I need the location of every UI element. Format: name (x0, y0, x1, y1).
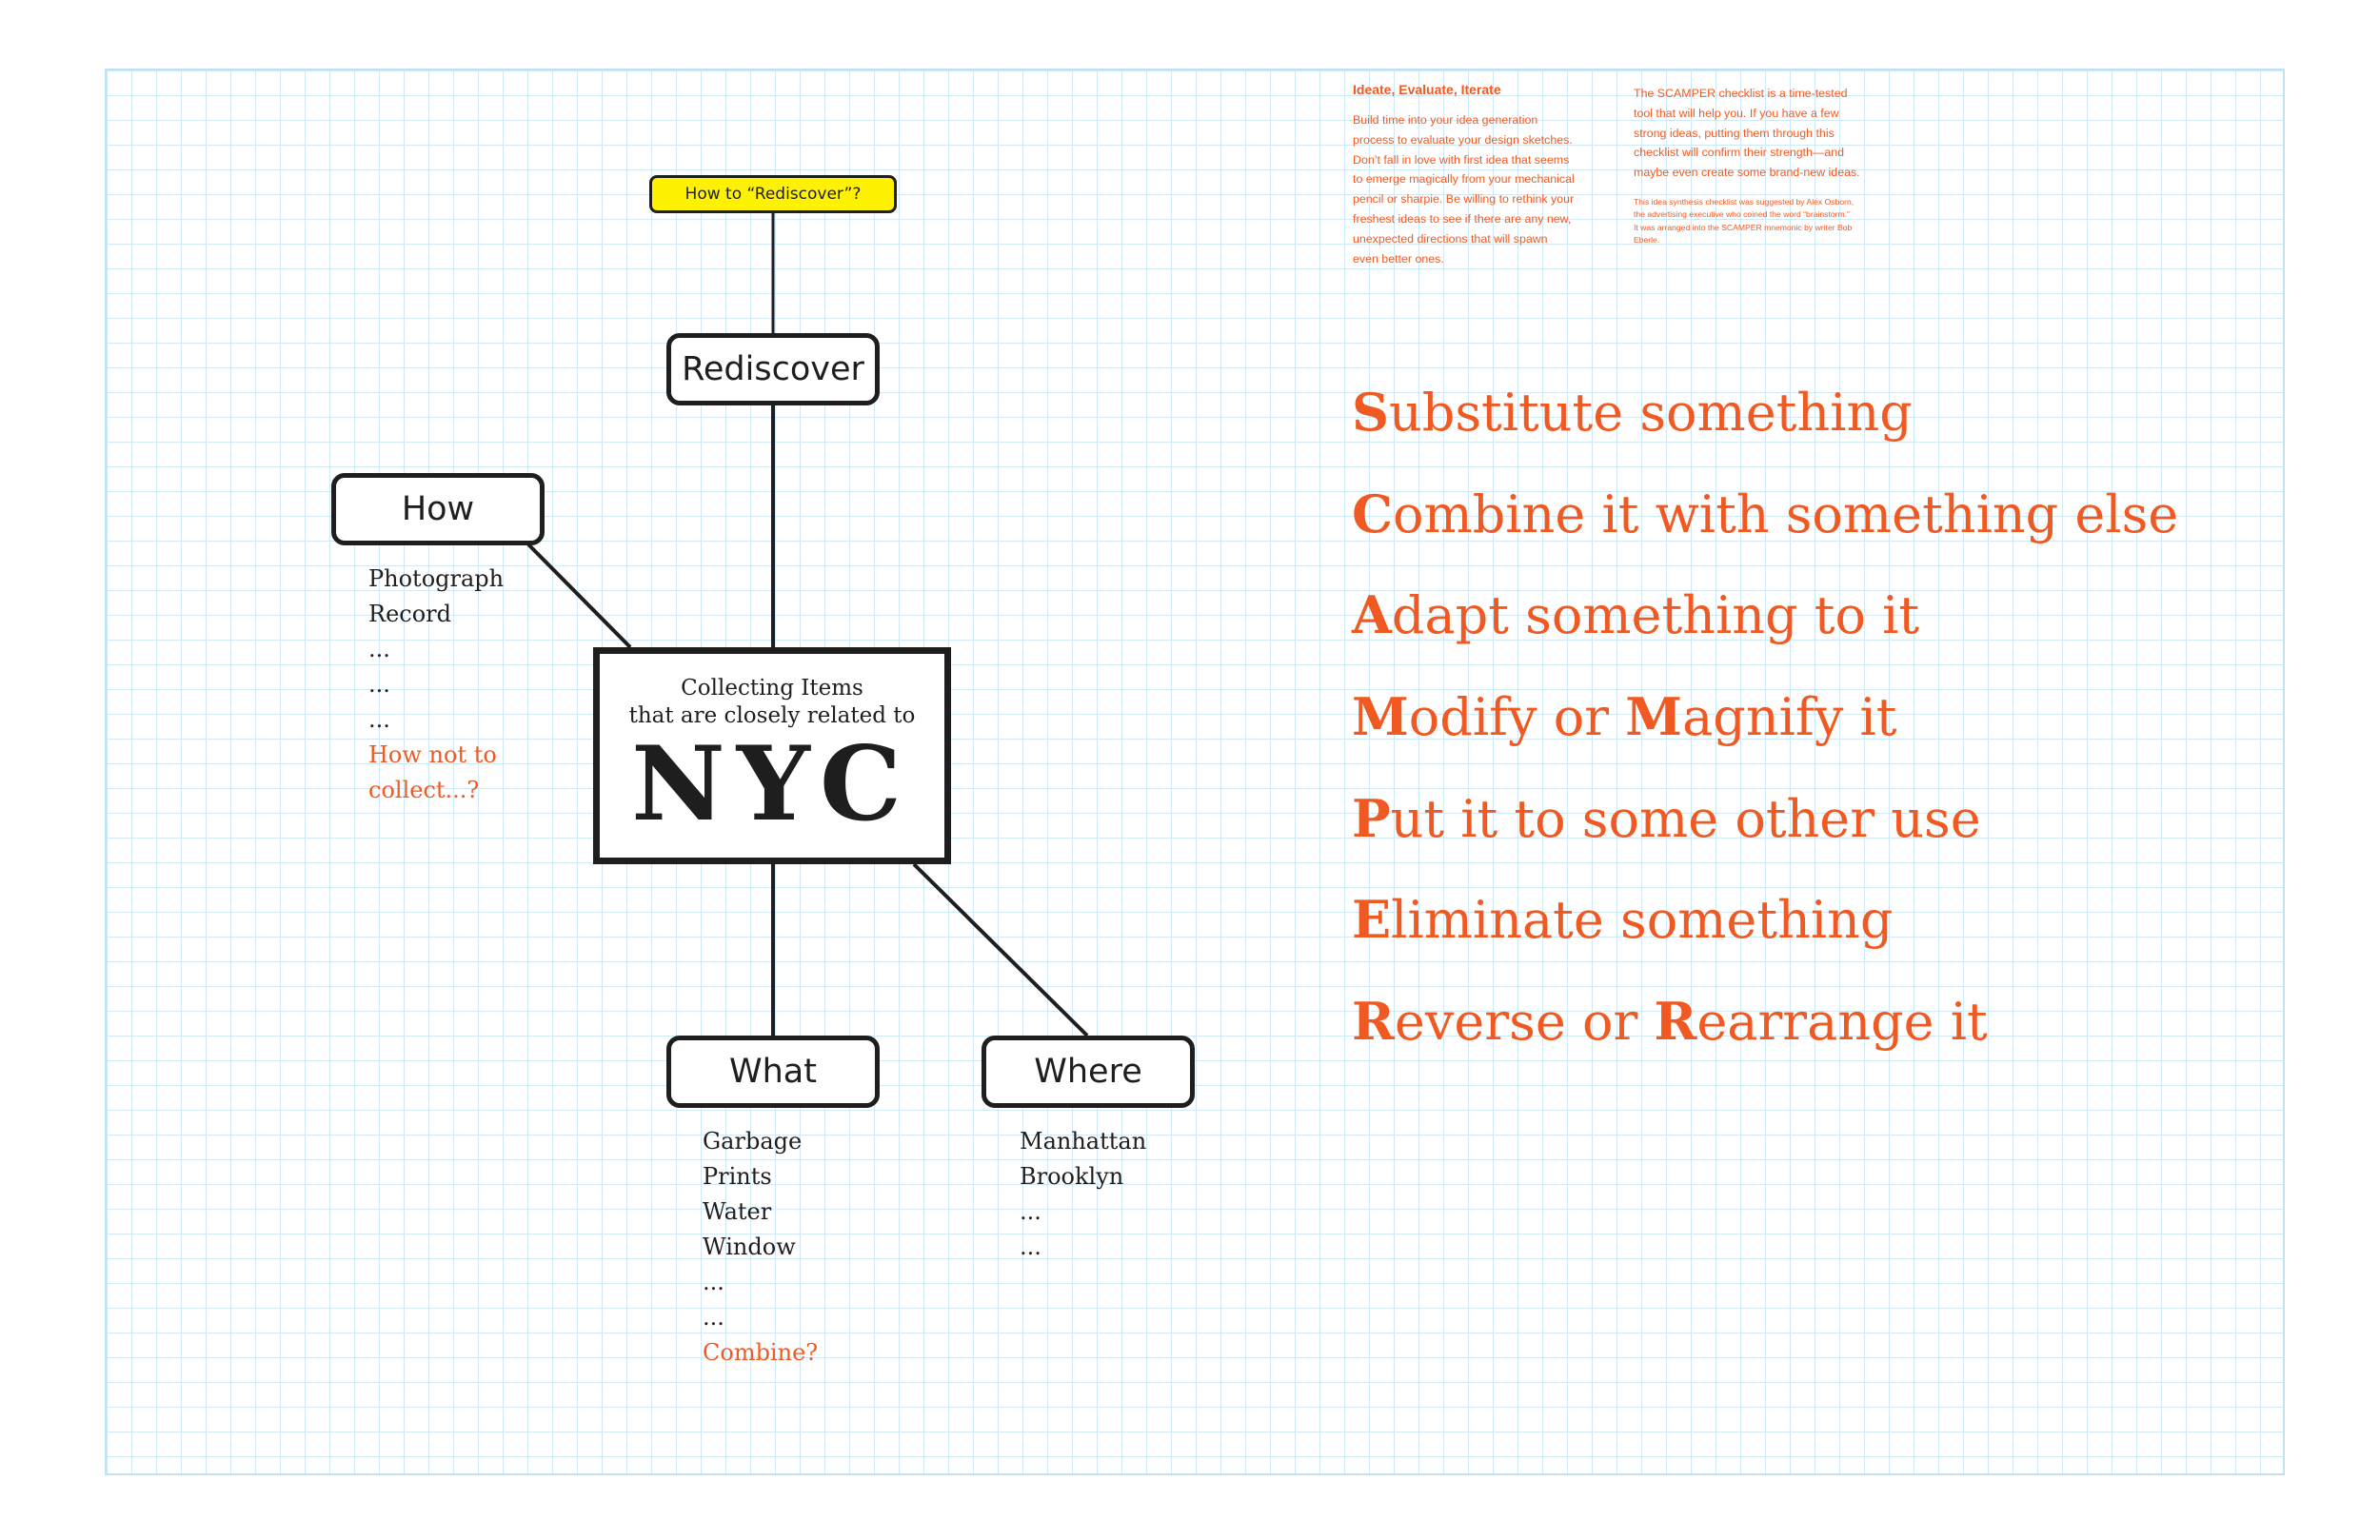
scamper-initial: A (1352, 584, 1392, 646)
list-item-accent: collect...? (368, 777, 480, 803)
list-item: Prints (703, 1163, 772, 1190)
question-label: How to “Rediscover”? (649, 175, 897, 213)
notes-line: pencil or sharpie. Be willing to rethink your (1353, 192, 1575, 207)
notes-body (1353, 110, 1629, 268)
list-item: Garbage (703, 1128, 803, 1155)
list-item: ... (1020, 1234, 1041, 1260)
scamper-text: liminate something (1391, 890, 1894, 951)
list-item: ... (1020, 1198, 1041, 1225)
scamper-item-eliminate (1352, 886, 2178, 988)
scamper-initial: E (1352, 889, 1392, 951)
notes-line: maybe even create some brand-new ideas. (1634, 166, 1860, 180)
scamper-initial: R (1654, 991, 1697, 1053)
list-item: ... (703, 1269, 724, 1295)
scamper-initial: R (1352, 991, 1395, 1053)
notes-line: freshest ideas to see if there are any new, (1353, 211, 1572, 226)
scamper-list (1352, 379, 2178, 1090)
notes-line: unexpected directions that will spawn (1353, 231, 1548, 246)
list-item: ... (368, 671, 390, 698)
notes-line: It was arranged into the SCAMPER mnemonic by writer Bob (1634, 222, 1853, 232)
what-list (703, 1124, 818, 1371)
list-item: Water (703, 1198, 772, 1225)
notes-line: even better ones. (1353, 251, 1444, 266)
notes-line: This idea synthesis checklist was suggested by Alex Osborn, (1634, 196, 1854, 207)
list-item: ... (368, 706, 390, 733)
scamper-text: ombine it with something else (1392, 484, 2179, 544)
list-item-accent: Combine? (703, 1339, 819, 1366)
notes-column-1 (1353, 82, 1629, 268)
where-list (1020, 1124, 1146, 1265)
scamper-item-combine (1352, 481, 2178, 582)
notes-column-2 (1634, 84, 1910, 247)
notes-footnote (1634, 196, 1910, 247)
list-item: Record (368, 601, 451, 627)
scamper-item-modify (1352, 683, 2178, 785)
notes-line: Don’t fall in love with first idea that seems (1353, 152, 1570, 167)
notes-line: strong ideas, putting them through this (1634, 126, 1835, 140)
center-line-2: that are closely related to (628, 703, 916, 728)
scamper-initial: M (1352, 686, 1409, 748)
scamper-item-adapt (1352, 582, 2178, 683)
notes-line: The SCAMPER checklist is a time-tested (1634, 87, 1848, 100)
notes-line: Eberle. (1634, 235, 1660, 246)
list-item: ... (703, 1304, 724, 1331)
notes-line: the advertising executive who coined the word “brainstorm.” (1634, 209, 1850, 220)
scamper-text: earrange it (1696, 992, 1988, 1053)
list-item: Brooklyn (1020, 1163, 1124, 1190)
how-node: How (331, 473, 545, 545)
notes-body (1634, 84, 1910, 183)
notes-line: checklist will confirm their strength—and (1634, 146, 1845, 160)
scamper-text: ut it to some other use (1390, 788, 1981, 849)
list-item-accent: How not to (368, 741, 497, 768)
list-item: Photograph (368, 565, 505, 592)
scamper-text: dapt something to it (1391, 585, 1920, 646)
connector-center-where (914, 864, 1087, 1036)
notes-line: Build time into your idea generation (1353, 113, 1538, 127)
scamper-initial: S (1352, 382, 1389, 443)
scamper-item-reverse (1352, 988, 2178, 1090)
center-line-1: Collecting Items (681, 676, 863, 701)
list-item: Window (703, 1234, 796, 1260)
how-list (368, 562, 504, 808)
scamper-item-substitute (1352, 379, 2178, 481)
connector-how-center (528, 544, 630, 647)
scamper-text: everse or (1394, 992, 1655, 1053)
scamper-initial: P (1352, 787, 1391, 849)
scamper-text: ubstitute something (1389, 383, 1913, 443)
scamper-initial: C (1352, 483, 1393, 544)
rediscover-node: Rediscover (666, 333, 880, 405)
list-item: Manhattan (1020, 1128, 1147, 1155)
notes-line: tool that will help you. If you have a few (1634, 106, 1839, 120)
scamper-item-put (1352, 785, 2178, 887)
scamper-initial: M (1625, 686, 1683, 748)
notes-line: process to evaluate your design sketches. (1353, 132, 1573, 147)
notes-line: to emerge magically from your mechanical (1353, 172, 1575, 187)
scamper-text: agnify it (1682, 687, 1897, 748)
where-node: Where (982, 1036, 1195, 1108)
center-node (593, 647, 951, 864)
notes-title: Ideate, Evaluate, Iterate (1353, 82, 1501, 97)
scamper-text: odify or (1408, 687, 1626, 748)
list-item: ... (368, 636, 390, 662)
what-node: What (666, 1036, 880, 1108)
center-title: NYC (631, 724, 913, 844)
